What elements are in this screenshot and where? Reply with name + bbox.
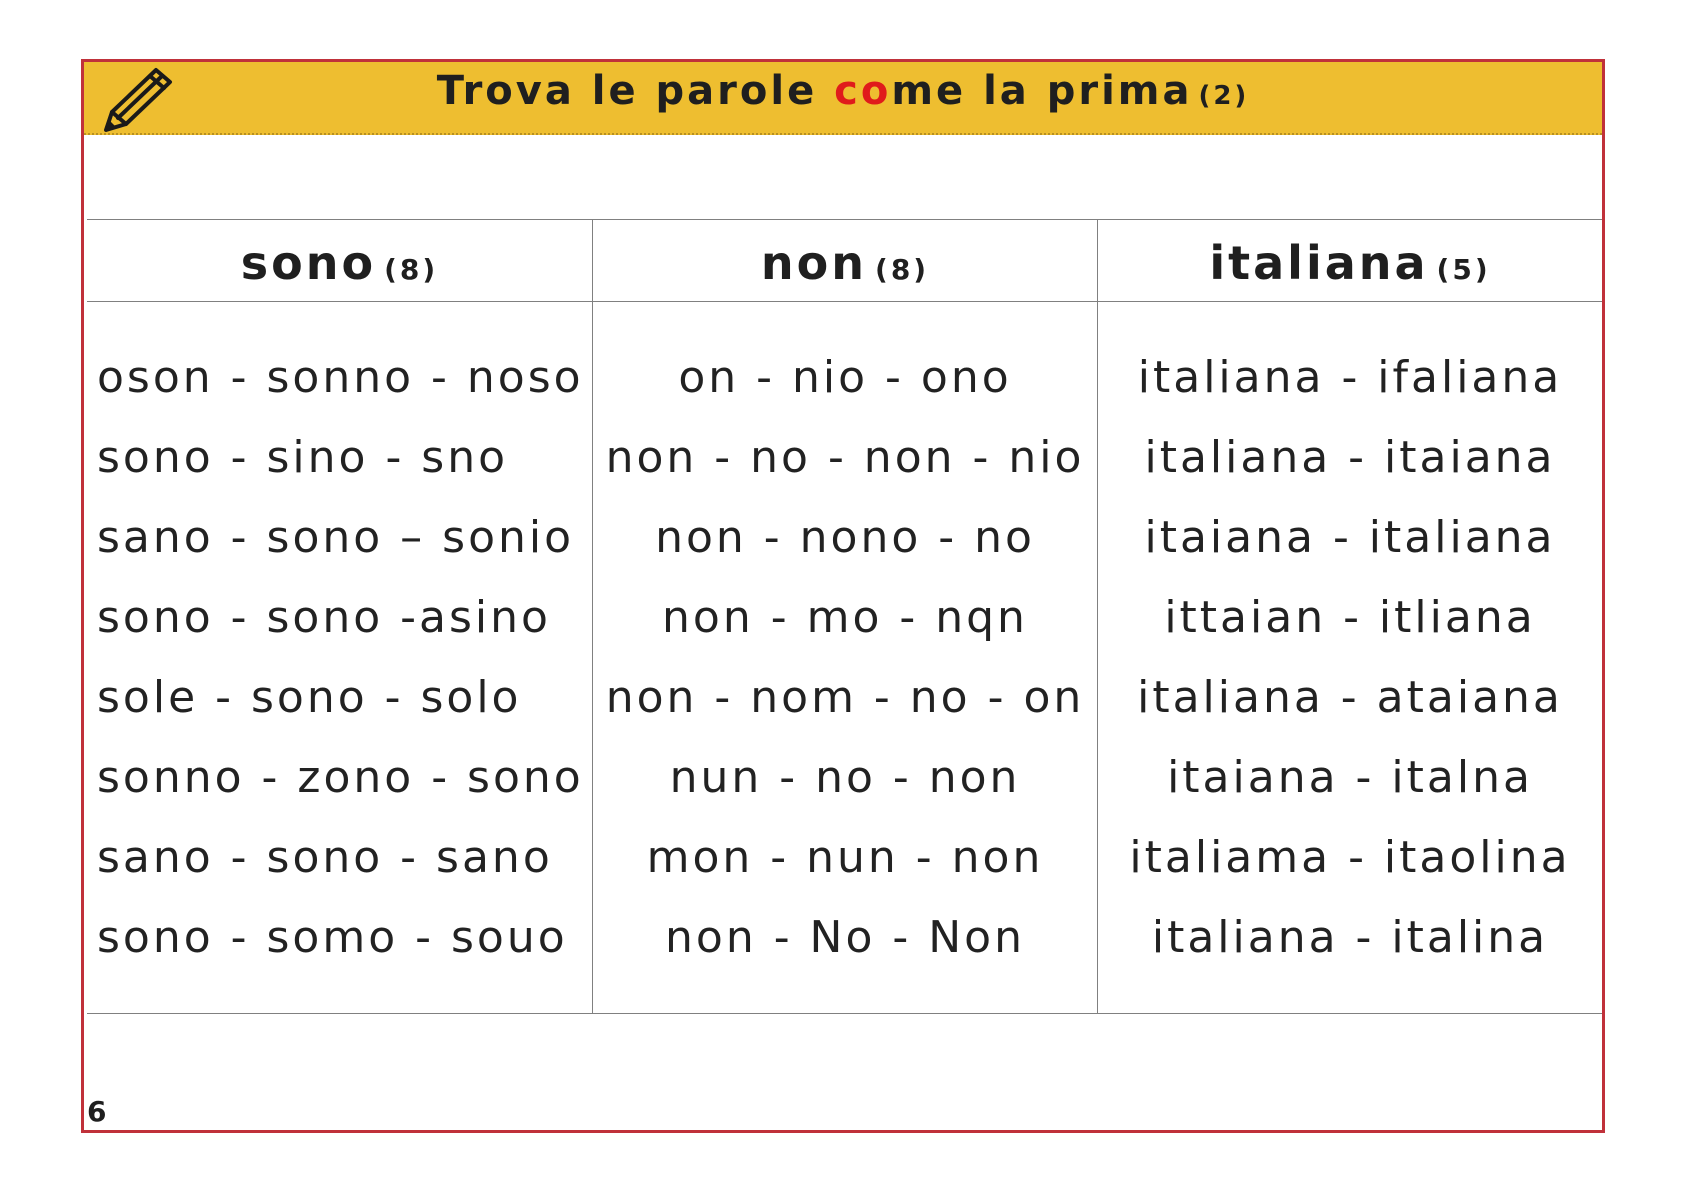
column-non xyxy=(592,220,1097,1013)
word-row: ittaian - itliana xyxy=(1164,592,1536,643)
column-rows xyxy=(87,338,592,978)
page-number: 6 xyxy=(87,1095,107,1128)
word-row: mon - nun - non xyxy=(646,832,1044,883)
word-row: sonno - zono - sono xyxy=(97,752,584,803)
word-row: non - nono - no xyxy=(655,512,1035,563)
column-header-count: (5) xyxy=(1436,253,1491,286)
word-row: sano - sono – sonio xyxy=(97,512,575,563)
title-count: (2) xyxy=(1198,81,1250,111)
column-header xyxy=(1098,220,1602,302)
title-text-before: Trova le parole xyxy=(436,68,835,114)
header-band xyxy=(84,62,1602,135)
word-row: italiana - ifaliana xyxy=(1137,352,1563,403)
column-header xyxy=(593,220,1097,302)
column-header-count: (8) xyxy=(384,253,439,286)
column-italiana xyxy=(1097,220,1602,1013)
word-row: non - nom - no - on xyxy=(605,672,1085,723)
word-row: italiana - italina xyxy=(1151,912,1549,963)
word-row: sono - sino - sno xyxy=(97,432,509,483)
word-row: sono - somo - souo xyxy=(97,912,568,963)
page-title xyxy=(84,68,1602,114)
column-rows xyxy=(593,338,1097,978)
word-row: on - nio - ono xyxy=(678,352,1012,403)
word-row: italiana - itaiana xyxy=(1144,432,1556,483)
word-table xyxy=(87,219,1602,1014)
word-row: sole - sono - solo xyxy=(97,672,522,723)
worksheet-frame xyxy=(81,59,1605,1133)
word-row: non - mo - nqn xyxy=(662,592,1028,643)
word-row: oson - sonno - noso xyxy=(97,352,584,403)
word-row: italiana - ataiana xyxy=(1137,672,1563,723)
word-row: non - no - non - nio xyxy=(605,432,1085,483)
column-sono xyxy=(87,220,592,1013)
title-accent-text: co xyxy=(834,68,892,114)
word-row: italiama - itaolina xyxy=(1129,832,1571,883)
column-header-word: non xyxy=(760,236,868,290)
word-row: nun - no - non xyxy=(669,752,1021,803)
column-header xyxy=(87,220,592,302)
column-header-word: sono xyxy=(240,236,377,290)
word-row: sono - sono -asino xyxy=(97,592,551,643)
word-row: itaiana - italiana xyxy=(1144,512,1556,563)
column-header-count: (8) xyxy=(875,253,930,286)
column-rows xyxy=(1098,338,1602,978)
word-row: sano - sono - sano xyxy=(97,832,553,883)
word-row: non - No - Non xyxy=(665,912,1025,963)
column-header-word: italiana xyxy=(1209,236,1429,290)
word-row: itaiana - italna xyxy=(1167,752,1533,803)
title-text-after: me la prima xyxy=(891,68,1193,114)
